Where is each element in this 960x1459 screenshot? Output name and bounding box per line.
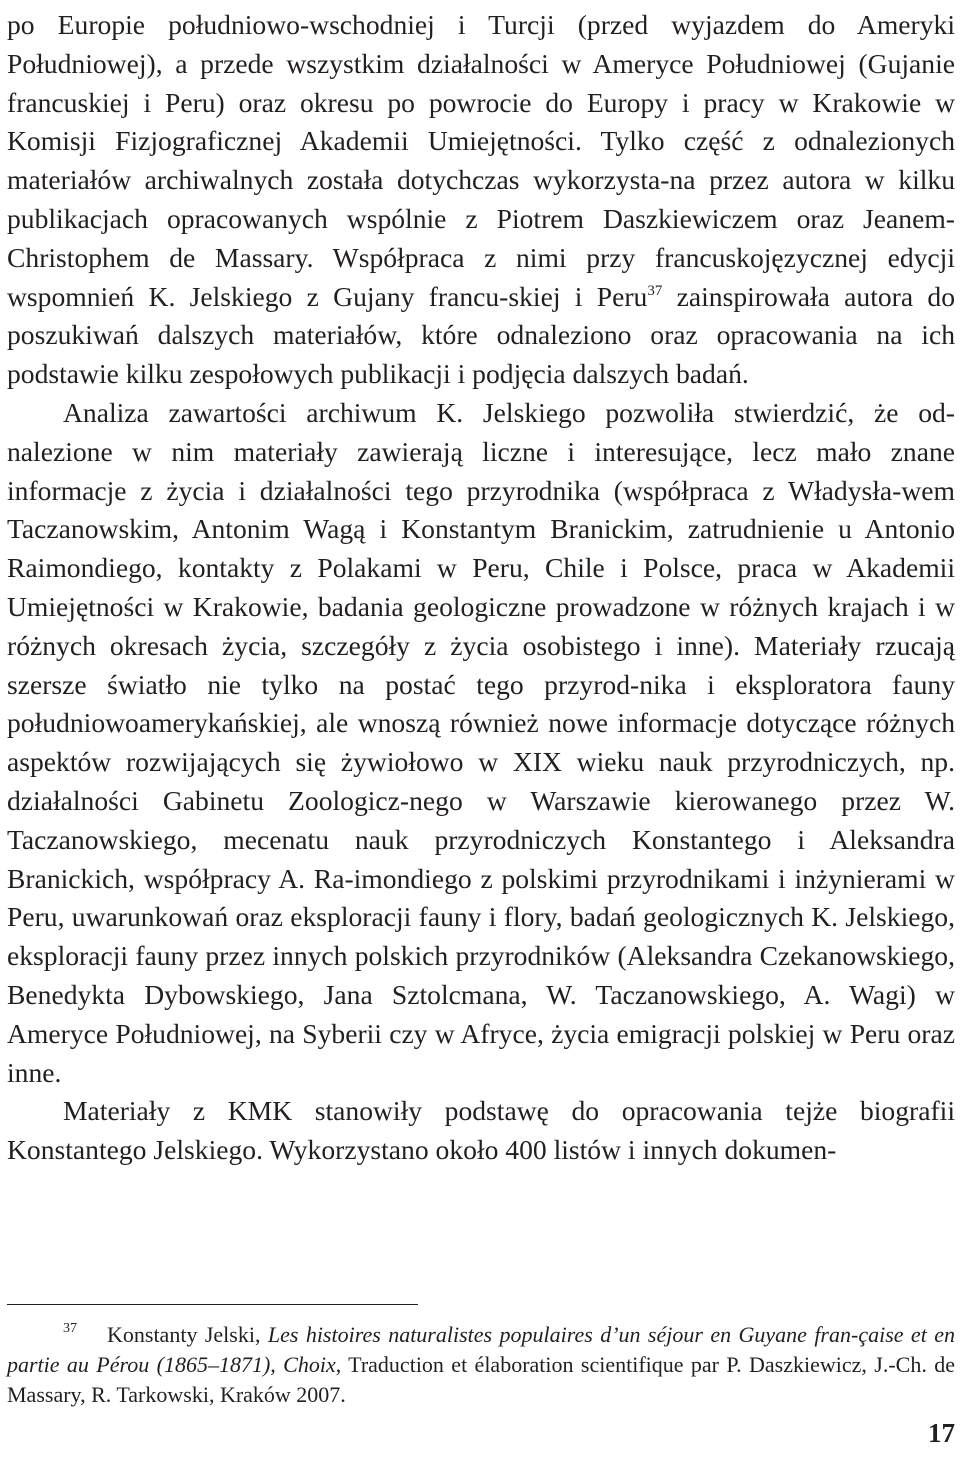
document-page — [7, 0, 955, 1459]
footnote-text: , Traduction et élaboration scientifique par — [335, 1352, 719, 1377]
text-line: u Antonio Raimondiego, kontakty z Polakami w Peru, Chile i Polsce, praca — [7, 513, 955, 584]
footnote-text: P. Daszkiewicz, J.-Ch. de Massary, R. Tarkowski, Kraków 2007. — [7, 1352, 955, 1407]
text-line: w Akademii Umiejętności w Krakowie, badania geologiczne prowadzone — [7, 552, 955, 622]
paragraph-2 — [7, 394, 955, 1092]
text-line: przyrodniczych Konstantego i Aleksandra Branickich, współpracy A. Ra- — [7, 823, 956, 894]
text-line: Konstantego Jelskiego. Wykorzystano około 400 listów i innych dokumen- — [7, 1134, 837, 1166]
text-line: Benedykta Dybowskiego, Jana Sztolcmana, W. Taczanowskiego, A. Wagi) — [7, 978, 916, 1010]
text-line: przy francuskojęzycznej edycji wspomnień K. Jelskiego z Gujany francu- — [7, 241, 955, 312]
text-line: nego w Warszawie kierowanego przez W. Taczanowskiego, mecenatu nauk — [7, 784, 955, 855]
text-line: Materiały z KMK stanowiły podstawę do opracowania tejże biografii — [63, 1095, 955, 1127]
text-line: publikacji i podjęcia dalszych badań. — [340, 358, 749, 390]
text-line: na przez autora w kilku publikacjach opracowanych wspólnie z Piotrem — [7, 164, 955, 234]
footnote-author: Konstanty Jelski, — [107, 1322, 268, 1347]
footnote-title-continued: çaise et en partie au Pérou (1865–1871), Choix — [7, 1322, 955, 1377]
text-line: które odnaleziono oraz opracowania na ich podstawie kilku zespołowych — [7, 319, 956, 390]
paragraph-1 — [7, 6, 955, 394]
text-line: zainspirowała autora do poszukiwań dalszych materiałów, — [7, 280, 955, 351]
footnote-reference: 37 — [647, 282, 663, 299]
body-text — [7, 6, 955, 1170]
text-line: oraz eksploracji fauny i flory, badań geologicznych K. Jelskiego, eksploracji — [7, 901, 955, 972]
text-line: nika i eksploratora fauny południowoamerykańskiej, ale wnoszą również — [7, 668, 955, 739]
text-line: (Gujanie francuskiej i Peru) oraz okresu po powrocie do Europy i pracy — [7, 47, 955, 118]
text-line: nalezione w nim materiały zawierają liczne i interesujące, lecz mało znane — [7, 435, 955, 467]
text-line: w Ameryce Południowej, na Syberii czy w Afryce, życia emigracji polskiej — [7, 978, 955, 1049]
footnote-divider — [7, 1304, 418, 1305]
text-line: i inne). Materiały rzucają szersze światło nie tylko na postać tego przyrod- — [7, 629, 955, 700]
text-line: nowe informacje dotyczące różnych aspektów rozwijających się żywiołowo — [7, 707, 955, 778]
text-line: Analiza zawartości archiwum K. Jelskiego pozwoliła stwierdzić, że od- — [63, 396, 955, 428]
footnote-37 — [7, 1320, 955, 1410]
text-line: Południowej), a przede wszystkim działalności w Ameryce Południowej — [7, 47, 846, 79]
text-line: fauny przez innych polskich przyrodników (Aleksandra Czekanowskiego, — [135, 940, 955, 972]
text-line: w Krakowie w Komisji Fizjograficznej Akademii Umiejętności. Tylko część — [7, 86, 955, 157]
footnote-title: Les histoires naturalistes populaires d’un séjour en Guyane fran- — [267, 1322, 859, 1347]
text-line: z odnalezionych materiałów archiwalnych została dotychczas wykorzysta- — [7, 125, 955, 196]
text-line: Daszkiewiczem oraz Jeanem-Christophem de Massary. Współpraca z nimi — [7, 202, 955, 273]
footnote-number: 37 — [63, 1321, 77, 1336]
text-line: w XIX wieku nauk przyrodniczych, np. działalności Gabinetu Zoologicz- — [7, 746, 955, 816]
footnotes — [7, 1320, 955, 1410]
text-line: skiej i Peru — [508, 280, 648, 312]
text-line: imondiego z polskimi przyrodnikami i inżynierami w Peru, uwarunkowań — [7, 862, 955, 933]
page-number: 17 — [928, 1418, 955, 1448]
paragraph-3 — [7, 1092, 955, 1170]
text-line: informacje z życia i działalności tego przyrodnika (współpraca z Władysła- — [7, 474, 902, 506]
text-line: w Peru oraz inne. — [7, 1017, 955, 1088]
text-line: wem Taczanowskim, Antonim Wagą i Konstantym Branickim, zatrudnienie — [7, 474, 955, 545]
text-line: w różnych krajach i w różnych okresach życia, szczegóły z życia osobistego — [7, 590, 955, 661]
text-line: po Europie południowo-wschodniej i Turcji (przed wyjazdem do Ameryki — [7, 9, 955, 40]
